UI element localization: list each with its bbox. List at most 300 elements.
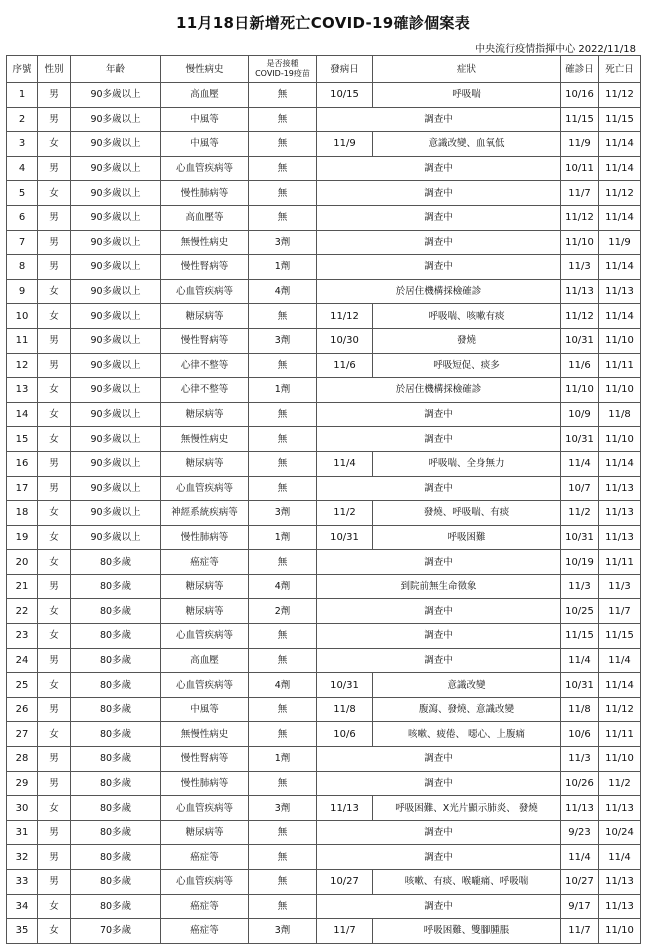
cell-symptoms: 呼吸喘、咳嗽有痰: [373, 304, 561, 329]
cell-chronic: 癌症等: [161, 845, 249, 870]
cell-age: 80多歲: [71, 673, 161, 698]
cell-chronic: 心血管疾病等: [161, 870, 249, 895]
cell-chronic: 高血壓等: [161, 205, 249, 230]
cell-age: 90多歲以上: [71, 107, 161, 132]
cell-age: 90多歲以上: [71, 353, 161, 378]
cell-death: 11/12: [599, 83, 641, 108]
cell-sex: 男: [38, 771, 71, 796]
cell-vaccine: 3劑: [249, 919, 317, 944]
cell-no: 27: [7, 722, 38, 747]
cell-symptoms: 到院前無生命徵象: [317, 574, 561, 599]
cell-sex: 男: [38, 328, 71, 353]
table-row: [7, 574, 641, 599]
cell-confirmed: 10/25: [561, 599, 599, 624]
cell-onset: 10/30: [317, 328, 373, 353]
cell-chronic: 慢性腎病等: [161, 328, 249, 353]
cell-symptoms: 調查中: [317, 599, 561, 624]
cell-symptoms: 腹瀉、發燒、意識改變: [373, 697, 561, 722]
cell-confirmed: 10/31: [561, 673, 599, 698]
cell-chronic: 糖尿病等: [161, 599, 249, 624]
cell-sex: 女: [38, 673, 71, 698]
cell-chronic: 心血管疾病等: [161, 279, 249, 304]
cell-chronic: 糖尿病等: [161, 402, 249, 427]
cell-onset: 11/12: [317, 304, 373, 329]
cell-age: 90多歲以上: [71, 304, 161, 329]
cell-symptoms: 調查中: [317, 771, 561, 796]
cell-chronic: 心律不整等: [161, 378, 249, 403]
cell-chronic: 中風等: [161, 107, 249, 132]
cell-sex: 女: [38, 599, 71, 624]
header-row: [7, 56, 641, 83]
cell-confirmed: 11/4: [561, 648, 599, 673]
cell-sex: 男: [38, 205, 71, 230]
cell-confirmed: 10/31: [561, 525, 599, 550]
cell-sex: 男: [38, 156, 71, 181]
cell-sex: 男: [38, 451, 71, 476]
cell-vaccine: 無: [249, 402, 317, 427]
document-title: 11月18日新增死亡COVID-19確診個案表: [175, 14, 471, 32]
table-row: [7, 722, 641, 747]
cell-onset: 11/13: [317, 796, 373, 821]
cell-vaccine: 無: [249, 427, 317, 452]
cell-age: 90多歲以上: [71, 328, 161, 353]
cell-confirmed: 11/13: [561, 796, 599, 821]
table-row: [7, 132, 641, 157]
cell-chronic: 心血管疾病等: [161, 673, 249, 698]
cell-symptoms: 調查中: [317, 624, 561, 649]
cell-age: 90多歲以上: [71, 402, 161, 427]
cell-vaccine: 無: [249, 83, 317, 108]
cell-age: 90多歲以上: [71, 427, 161, 452]
cell-chronic: 慢性腎病等: [161, 747, 249, 772]
cell-no: 26: [7, 697, 38, 722]
cell-sex: 男: [38, 697, 71, 722]
cell-sex: 男: [38, 476, 71, 501]
cell-age: 90多歲以上: [71, 205, 161, 230]
cell-vaccine: 4劑: [249, 279, 317, 304]
cell-age: 80多歲: [71, 697, 161, 722]
cell-age: 80多歲: [71, 747, 161, 772]
cell-death: 11/12: [599, 181, 641, 206]
cell-sex: 男: [38, 845, 71, 870]
cell-no: 28: [7, 747, 38, 772]
cell-no: 6: [7, 205, 38, 230]
cell-death: 11/10: [599, 427, 641, 452]
col-header-sex: 性別: [38, 56, 71, 83]
cell-confirmed: 11/7: [561, 919, 599, 944]
cell-onset: 10/31: [317, 673, 373, 698]
cell-chronic: 心律不整等: [161, 353, 249, 378]
cell-death: 11/10: [599, 919, 641, 944]
cell-age: 90多歲以上: [71, 476, 161, 501]
cell-age: 80多歲: [71, 796, 161, 821]
cell-vaccine: 無: [249, 476, 317, 501]
table-row: [7, 599, 641, 624]
cell-vaccine: 4劑: [249, 673, 317, 698]
cell-chronic: 心血管疾病等: [161, 624, 249, 649]
table-row: [7, 353, 641, 378]
cell-chronic: 無慢性病史: [161, 427, 249, 452]
cell-no: 3: [7, 132, 38, 157]
cell-no: 16: [7, 451, 38, 476]
cell-death: 11/13: [599, 796, 641, 821]
cell-chronic: 心血管疾病等: [161, 796, 249, 821]
cell-death: 11/11: [599, 353, 641, 378]
cell-sex: 女: [38, 402, 71, 427]
cell-age: 90多歲以上: [71, 378, 161, 403]
cell-chronic: 糖尿病等: [161, 820, 249, 845]
cell-sex: 女: [38, 525, 71, 550]
cell-no: 4: [7, 156, 38, 181]
cell-symptoms: 呼吸困難: [373, 525, 561, 550]
cell-symptoms: 調查中: [317, 894, 561, 919]
cell-death: 11/15: [599, 107, 641, 132]
cell-symptoms: 調查中: [317, 255, 561, 280]
cell-sex: 女: [38, 378, 71, 403]
cell-chronic: 慢性肺病等: [161, 525, 249, 550]
cell-death: 11/15: [599, 624, 641, 649]
cell-symptoms: 咳嗽、疲倦、 噁心、上腹痛: [373, 722, 561, 747]
cell-no: 31: [7, 820, 38, 845]
cell-death: 11/4: [599, 845, 641, 870]
cell-age: 90多歲以上: [71, 156, 161, 181]
table-row: [7, 205, 641, 230]
cell-symptoms: 調查中: [317, 820, 561, 845]
cell-death: 10/24: [599, 820, 641, 845]
table-body: [7, 83, 641, 944]
cell-no: 2: [7, 107, 38, 132]
cell-onset: 10/27: [317, 870, 373, 895]
cell-vaccine: 無: [249, 451, 317, 476]
cell-confirmed: 10/27: [561, 870, 599, 895]
source-line: 中央流行疫情指揮中心 2022/11/18: [475, 44, 636, 55]
cell-no: 9: [7, 279, 38, 304]
cell-death: 11/4: [599, 648, 641, 673]
table-row: [7, 476, 641, 501]
table-row: [7, 328, 641, 353]
cell-sex: 男: [38, 255, 71, 280]
cell-onset: 11/6: [317, 353, 373, 378]
cell-death: 11/3: [599, 574, 641, 599]
cell-symptoms: 於居住機構採檢確診: [317, 279, 561, 304]
cell-age: 80多歲: [71, 894, 161, 919]
cell-vaccine: 無: [249, 550, 317, 575]
cell-vaccine: 無: [249, 820, 317, 845]
cell-sex: 女: [38, 304, 71, 329]
cell-chronic: 癌症等: [161, 550, 249, 575]
cell-confirmed: 11/12: [561, 304, 599, 329]
col-header-vaccine: [249, 56, 317, 83]
cell-sex: 男: [38, 870, 71, 895]
cell-no: 34: [7, 894, 38, 919]
cell-chronic: 神經系統疾病等: [161, 501, 249, 526]
cell-no: 1: [7, 83, 38, 108]
cell-death: 11/12: [599, 697, 641, 722]
cell-age: 90多歲以上: [71, 230, 161, 255]
cell-confirmed: 9/23: [561, 820, 599, 845]
cell-confirmed: 11/9: [561, 132, 599, 157]
cell-chronic: 高血壓: [161, 83, 249, 108]
cell-vaccine: 無: [249, 304, 317, 329]
cell-chronic: 糖尿病等: [161, 574, 249, 599]
cell-confirmed: 10/7: [561, 476, 599, 501]
cell-death: 11/14: [599, 304, 641, 329]
cell-symptoms: 調查中: [317, 181, 561, 206]
cell-symptoms: 調查中: [317, 476, 561, 501]
cell-symptoms: 調查中: [317, 402, 561, 427]
cell-confirmed: 9/17: [561, 894, 599, 919]
cell-age: 70多歲: [71, 919, 161, 944]
cell-vaccine: 無: [249, 181, 317, 206]
cell-sex: 女: [38, 796, 71, 821]
cell-vaccine: 無: [249, 156, 317, 181]
cell-death: 11/13: [599, 501, 641, 526]
cell-age: 80多歲: [71, 845, 161, 870]
cell-sex: 男: [38, 353, 71, 378]
cell-no: 15: [7, 427, 38, 452]
cell-death: 11/14: [599, 205, 641, 230]
cell-symptoms: 於居住機構採檢確診: [317, 378, 561, 403]
cell-death: 11/2: [599, 771, 641, 796]
cell-no: 29: [7, 771, 38, 796]
cell-vaccine: 無: [249, 894, 317, 919]
cell-vaccine: 3劑: [249, 230, 317, 255]
cell-confirmed: 11/8: [561, 697, 599, 722]
cell-no: 35: [7, 919, 38, 944]
cell-chronic: 慢性肺病等: [161, 771, 249, 796]
col-header-no: 序號: [7, 56, 38, 83]
cell-sex: 女: [38, 181, 71, 206]
cell-no: 7: [7, 230, 38, 255]
table-row: [7, 378, 641, 403]
cell-no: 18: [7, 501, 38, 526]
cell-confirmed: 10/6: [561, 722, 599, 747]
cell-sex: 男: [38, 747, 71, 772]
table-row: [7, 230, 641, 255]
cell-death: 11/10: [599, 328, 641, 353]
cell-symptoms: 調查中: [317, 648, 561, 673]
cell-no: 23: [7, 624, 38, 649]
cell-confirmed: 10/31: [561, 427, 599, 452]
cell-symptoms: 發燒、呼吸喘、有痰: [373, 501, 561, 526]
table-row: [7, 870, 641, 895]
cell-confirmed: 11/3: [561, 255, 599, 280]
cell-no: 21: [7, 574, 38, 599]
cell-onset: 10/15: [317, 83, 373, 108]
cell-age: 90多歲以上: [71, 181, 161, 206]
cell-confirmed: 11/12: [561, 205, 599, 230]
cell-symptoms: 調查中: [317, 107, 561, 132]
cell-symptoms: 調查中: [317, 747, 561, 772]
table-row: [7, 771, 641, 796]
table-row: [7, 747, 641, 772]
cell-no: 22: [7, 599, 38, 624]
cell-death: 11/13: [599, 525, 641, 550]
cell-death: 11/13: [599, 894, 641, 919]
cell-symptoms: 咳嗽、有痰、喉嚨痛、呼吸喘: [373, 870, 561, 895]
cell-symptoms: 呼吸喘: [373, 83, 561, 108]
cell-sex: 女: [38, 501, 71, 526]
cell-sex: 女: [38, 132, 71, 157]
cell-confirmed: 10/9: [561, 402, 599, 427]
table-row: [7, 648, 641, 673]
cell-vaccine: 無: [249, 648, 317, 673]
cell-symptoms: 呼吸困難、X光片顯示肺炎、 發燒: [373, 796, 561, 821]
cell-chronic: 中風等: [161, 697, 249, 722]
cell-confirmed: 10/19: [561, 550, 599, 575]
table-row: [7, 501, 641, 526]
cell-no: 11: [7, 328, 38, 353]
cell-sex: 女: [38, 919, 71, 944]
cell-vaccine: 無: [249, 107, 317, 132]
cell-confirmed: 11/13: [561, 279, 599, 304]
cell-age: 80多歲: [71, 771, 161, 796]
cell-onset: 11/4: [317, 451, 373, 476]
col-header-vaccine-line1: 是否接種: [266, 59, 299, 68]
cell-onset: 11/9: [317, 132, 373, 157]
cell-symptoms: 調查中: [317, 230, 561, 255]
cell-confirmed: 10/26: [561, 771, 599, 796]
table-row: [7, 796, 641, 821]
cell-chronic: 心血管疾病等: [161, 476, 249, 501]
cell-sex: 男: [38, 107, 71, 132]
cell-chronic: 中風等: [161, 132, 249, 157]
cell-vaccine: 1劑: [249, 255, 317, 280]
table-row: [7, 427, 641, 452]
cell-death: 11/14: [599, 451, 641, 476]
cell-confirmed: 11/7: [561, 181, 599, 206]
cell-age: 90多歲以上: [71, 501, 161, 526]
cell-death: 11/10: [599, 378, 641, 403]
cell-death: 11/11: [599, 550, 641, 575]
cell-vaccine: 1劑: [249, 378, 317, 403]
table-row: [7, 525, 641, 550]
table-row: [7, 451, 641, 476]
col-header-chronic: 慢性病史: [161, 56, 249, 83]
cell-no: 13: [7, 378, 38, 403]
cell-chronic: 無慢性病史: [161, 230, 249, 255]
cell-symptoms: 呼吸短促、痰多: [373, 353, 561, 378]
cell-no: 5: [7, 181, 38, 206]
col-header-onset: 發病日: [317, 56, 373, 83]
cell-vaccine: 無: [249, 845, 317, 870]
cell-confirmed: 11/10: [561, 230, 599, 255]
cell-death: 11/10: [599, 747, 641, 772]
cell-symptoms: 意識改變: [373, 673, 561, 698]
cell-vaccine: 無: [249, 870, 317, 895]
cell-confirmed: 11/2: [561, 501, 599, 526]
table-row: [7, 107, 641, 132]
cell-sex: 女: [38, 894, 71, 919]
cell-chronic: 高血壓: [161, 648, 249, 673]
cell-vaccine: 無: [249, 771, 317, 796]
table-row: [7, 181, 641, 206]
table-row: [7, 919, 641, 944]
cell-death: 11/14: [599, 673, 641, 698]
cell-vaccine: 3劑: [249, 501, 317, 526]
cell-death: 11/14: [599, 132, 641, 157]
cell-sex: 男: [38, 574, 71, 599]
cell-confirmed: 11/15: [561, 624, 599, 649]
cell-vaccine: 4劑: [249, 574, 317, 599]
cell-symptoms: 呼吸喘、全身無力: [373, 451, 561, 476]
cell-confirmed: 11/3: [561, 574, 599, 599]
cell-no: 25: [7, 673, 38, 698]
cell-symptoms: 調查中: [317, 205, 561, 230]
cell-no: 8: [7, 255, 38, 280]
cell-symptoms: 調查中: [317, 550, 561, 575]
cell-chronic: 慢性肺病等: [161, 181, 249, 206]
col-header-symptoms: 症狀: [373, 56, 561, 83]
col-header-death: 死亡日: [599, 56, 641, 83]
table-row: [7, 550, 641, 575]
cell-age: 80多歲: [71, 624, 161, 649]
cell-no: 19: [7, 525, 38, 550]
cell-age: 80多歲: [71, 648, 161, 673]
cell-no: 33: [7, 870, 38, 895]
cell-onset: 10/6: [317, 722, 373, 747]
cell-confirmed: 10/16: [561, 83, 599, 108]
cell-vaccine: 無: [249, 697, 317, 722]
cell-symptoms: 調查中: [317, 427, 561, 452]
cell-vaccine: 1劑: [249, 525, 317, 550]
cell-symptoms: 發燒: [373, 328, 561, 353]
cell-symptoms: 調查中: [317, 156, 561, 181]
cell-confirmed: 11/10: [561, 378, 599, 403]
cell-chronic: 心血管疾病等: [161, 156, 249, 181]
cell-vaccine: 無: [249, 205, 317, 230]
cell-vaccine: 2劑: [249, 599, 317, 624]
cell-age: 80多歲: [71, 722, 161, 747]
cell-death: 11/13: [599, 279, 641, 304]
cell-age: 90多歲以上: [71, 279, 161, 304]
cell-chronic: 慢性腎病等: [161, 255, 249, 280]
cell-vaccine: 無: [249, 353, 317, 378]
cell-age: 80多歲: [71, 870, 161, 895]
cell-confirmed: 10/31: [561, 328, 599, 353]
cell-no: 20: [7, 550, 38, 575]
cell-confirmed: 11/3: [561, 747, 599, 772]
cell-age: 90多歲以上: [71, 132, 161, 157]
cell-no: 12: [7, 353, 38, 378]
cell-sex: 女: [38, 427, 71, 452]
cell-sex: 男: [38, 230, 71, 255]
table-row: [7, 624, 641, 649]
cell-no: 17: [7, 476, 38, 501]
cell-sex: 男: [38, 648, 71, 673]
cell-death: 11/9: [599, 230, 641, 255]
cell-symptoms: 調查中: [317, 845, 561, 870]
cell-death: 11/7: [599, 599, 641, 624]
cell-death: 11/13: [599, 476, 641, 501]
cell-onset: 11/7: [317, 919, 373, 944]
cell-symptoms: 呼吸困難、雙腳腫脹: [373, 919, 561, 944]
cell-onset: 11/8: [317, 697, 373, 722]
cell-chronic: 糖尿病等: [161, 451, 249, 476]
cell-chronic: 癌症等: [161, 894, 249, 919]
cell-vaccine: 3劑: [249, 796, 317, 821]
table-row: [7, 673, 641, 698]
cell-sex: 女: [38, 722, 71, 747]
cell-age: 80多歲: [71, 574, 161, 599]
table-row: [7, 402, 641, 427]
col-header-age: 年齡: [71, 56, 161, 83]
table-row: [7, 156, 641, 181]
cell-age: 90多歲以上: [71, 83, 161, 108]
cell-age: 80多歲: [71, 550, 161, 575]
cell-no: 32: [7, 845, 38, 870]
cell-onset: 11/2: [317, 501, 373, 526]
